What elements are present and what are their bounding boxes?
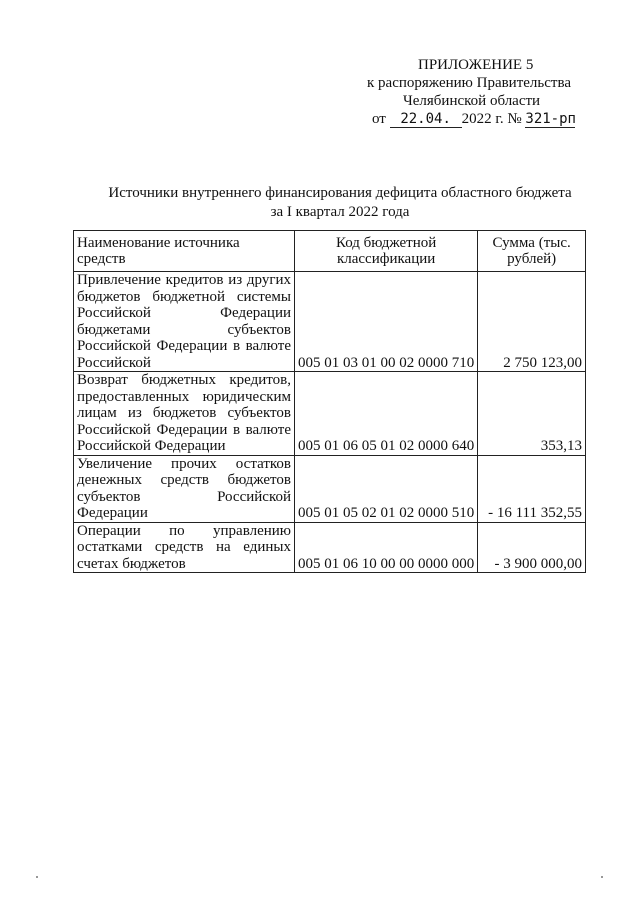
header-name: Наименование источника средств xyxy=(74,231,295,272)
appendix-order-line: к распоряжению Правительства xyxy=(367,75,572,91)
amount-value: 2 750 123,00 xyxy=(478,272,586,372)
amount-value: - 3 900 000,00 xyxy=(478,522,586,573)
source-name: Операции по управлению остатками средств на единых счетах бюджетов xyxy=(74,522,295,573)
appendix-block xyxy=(360,56,592,128)
table-row xyxy=(74,522,586,573)
amount-value: 353,13 xyxy=(478,372,586,456)
handwritten-date: 22.04. xyxy=(390,112,462,128)
from-label: от xyxy=(372,111,386,127)
source-name: Привлечение кредитов из других бюджетов бюджетной системы Российской Федерации бюджетами субъектов Российской Федерации в валюте Российской xyxy=(74,272,295,372)
source-name: Возврат бюджетных кредитов, предоставленных юридическим лицам из бюджетов субъектов Российской Федерации в валюте Российской Федерации xyxy=(74,372,295,456)
document-title-line2: за I квартал 2022 года xyxy=(270,204,410,220)
source-name: Увеличение прочих остатков денежных средств бюджетов субъектов Российской Федерации xyxy=(74,455,295,522)
year-label: 2022 г. № xyxy=(461,111,522,127)
amount-value: - 16 111 352,55 xyxy=(478,455,586,522)
table-row xyxy=(74,272,586,372)
financing-sources-table xyxy=(73,230,586,573)
header-code: Код бюджетной классификации xyxy=(295,231,478,272)
table-header-row xyxy=(74,231,586,272)
budget-code: 005 01 06 10 00 00 0000 000 xyxy=(295,522,478,573)
scan-speck xyxy=(36,876,38,878)
handwritten-number: 321-рп xyxy=(525,111,576,127)
appendix-title: ПРИЛОЖЕНИЕ 5 xyxy=(418,57,534,73)
scan-speck xyxy=(601,876,603,878)
appendix-region-line: Челябинской области xyxy=(403,93,541,109)
table-row xyxy=(74,455,586,522)
document-title-line1: Источники внутреннего финансирования дефицита областного бюджета xyxy=(108,185,572,201)
table-row xyxy=(74,372,586,456)
appendix-date-line xyxy=(360,110,592,128)
document-title xyxy=(60,184,620,222)
budget-code: 005 01 05 02 01 02 0000 510 xyxy=(295,455,478,522)
budget-code: 005 01 06 05 01 02 0000 640 xyxy=(295,372,478,456)
budget-code: 005 01 03 01 00 02 0000 710 xyxy=(295,272,478,372)
header-amount: Сумма (тыс. рублей) xyxy=(478,231,586,272)
